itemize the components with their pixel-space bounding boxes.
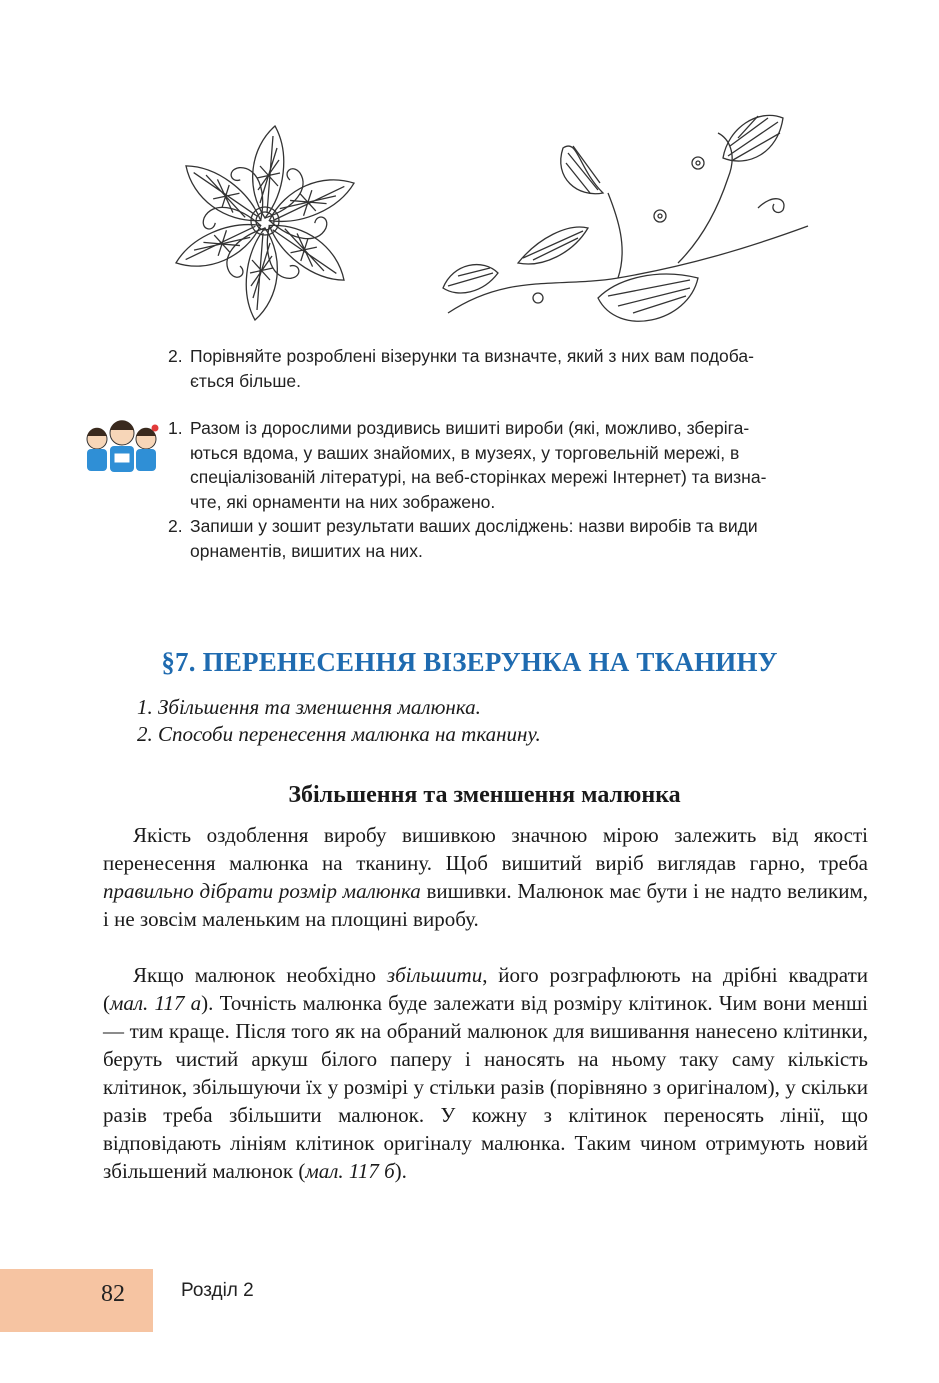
page-number-tab xyxy=(0,1269,153,1332)
text-run: , його розграфлюють на дрібні квадрати ( xyxy=(103,963,869,1015)
emphasis: правильно дібрати розмір малюнка xyxy=(103,879,421,903)
body-paragraph-2 xyxy=(103,961,868,1185)
kids-project-icon xyxy=(82,417,162,475)
flower-ornament-drawing xyxy=(160,118,370,328)
list-item xyxy=(168,344,868,393)
task-list-compare xyxy=(168,344,868,393)
page-number: 82 xyxy=(101,1281,125,1307)
text-run: ). Точність малюнка буде залежати від розміру клітинок. Чим вони менші — тим краще. Після того як на обраний малюнок для вишивання нанесено клітинки, беруть чистий аркуш білого паперу і наносять на ньому таку саму кількість клітинок, збільшуючи їх у розмірі у стільки разів (порівняно з оригіналом), у скільки разів треба збільшити малюнок. У кожну з клітинок переносять лінії, що відповідають лініям клітинок оригіналу малюнка. Таким чином отримують новий збільшений малюнок ( xyxy=(103,991,868,1183)
list-item-number: 2. xyxy=(168,516,183,536)
emphasis: збільшити xyxy=(386,963,483,987)
section-label: Розділ 2 xyxy=(181,1280,254,1301)
task-list-project xyxy=(168,416,873,563)
list-item xyxy=(168,514,873,563)
list-item xyxy=(168,416,873,514)
paragraph-plan xyxy=(137,694,541,748)
list-item-text: Разом із дорослими роздивись вишиті вироби (які, можливо, зберіга- ються вдома, у ваших знайомих, в музеях, у торговельній мережі, в спеціалізованій літературі, на веб-сторінках мережі Інтернет) та визна- чте, які орнаменти на них зображено. xyxy=(190,418,767,512)
text-run: вишивки. Малюнок має бути і не надто великим, і не зовсім маленьким на площині виробу. xyxy=(103,879,868,931)
figure-ref: мал. 117 а xyxy=(110,991,202,1015)
figure-ref: мал. 117 б xyxy=(305,1159,395,1183)
list-item-number: 1. xyxy=(168,418,183,438)
list-item-text: Порівняйте розроблені візерунки та визначте, який з них вам подоба- ється більше. xyxy=(190,346,754,391)
list-item-number: 2. xyxy=(168,346,183,366)
text-run: ). xyxy=(394,1159,407,1183)
plan-item: 2. Способи перенесення малюнка на тканину. xyxy=(137,722,541,746)
section-heading: Збільшення та зменшення малюнка xyxy=(288,782,681,808)
branch-ornament-drawing xyxy=(428,98,828,328)
plan-item: 1. Збільшення та зменшення малюнка. xyxy=(137,695,481,719)
text-run: Якість оздоблення виробу вишивкою значною мірою залежить від якості перенесення малюнка на тканину. Щоб вишитий виріб виглядав гарно, треба xyxy=(103,823,868,875)
text-run: Якщо малюнок необхідно xyxy=(133,963,387,987)
paragraph-title: §7. ПЕРЕНЕСЕННЯ ВІЗЕРУНКА НА ТКАНИНУ xyxy=(161,647,778,677)
body-paragraph-1 xyxy=(103,821,868,933)
list-item-text: Запиши у зошит результати ваших досліджень: назви виробів та види орнаментів, вишитих на них. xyxy=(190,516,758,561)
